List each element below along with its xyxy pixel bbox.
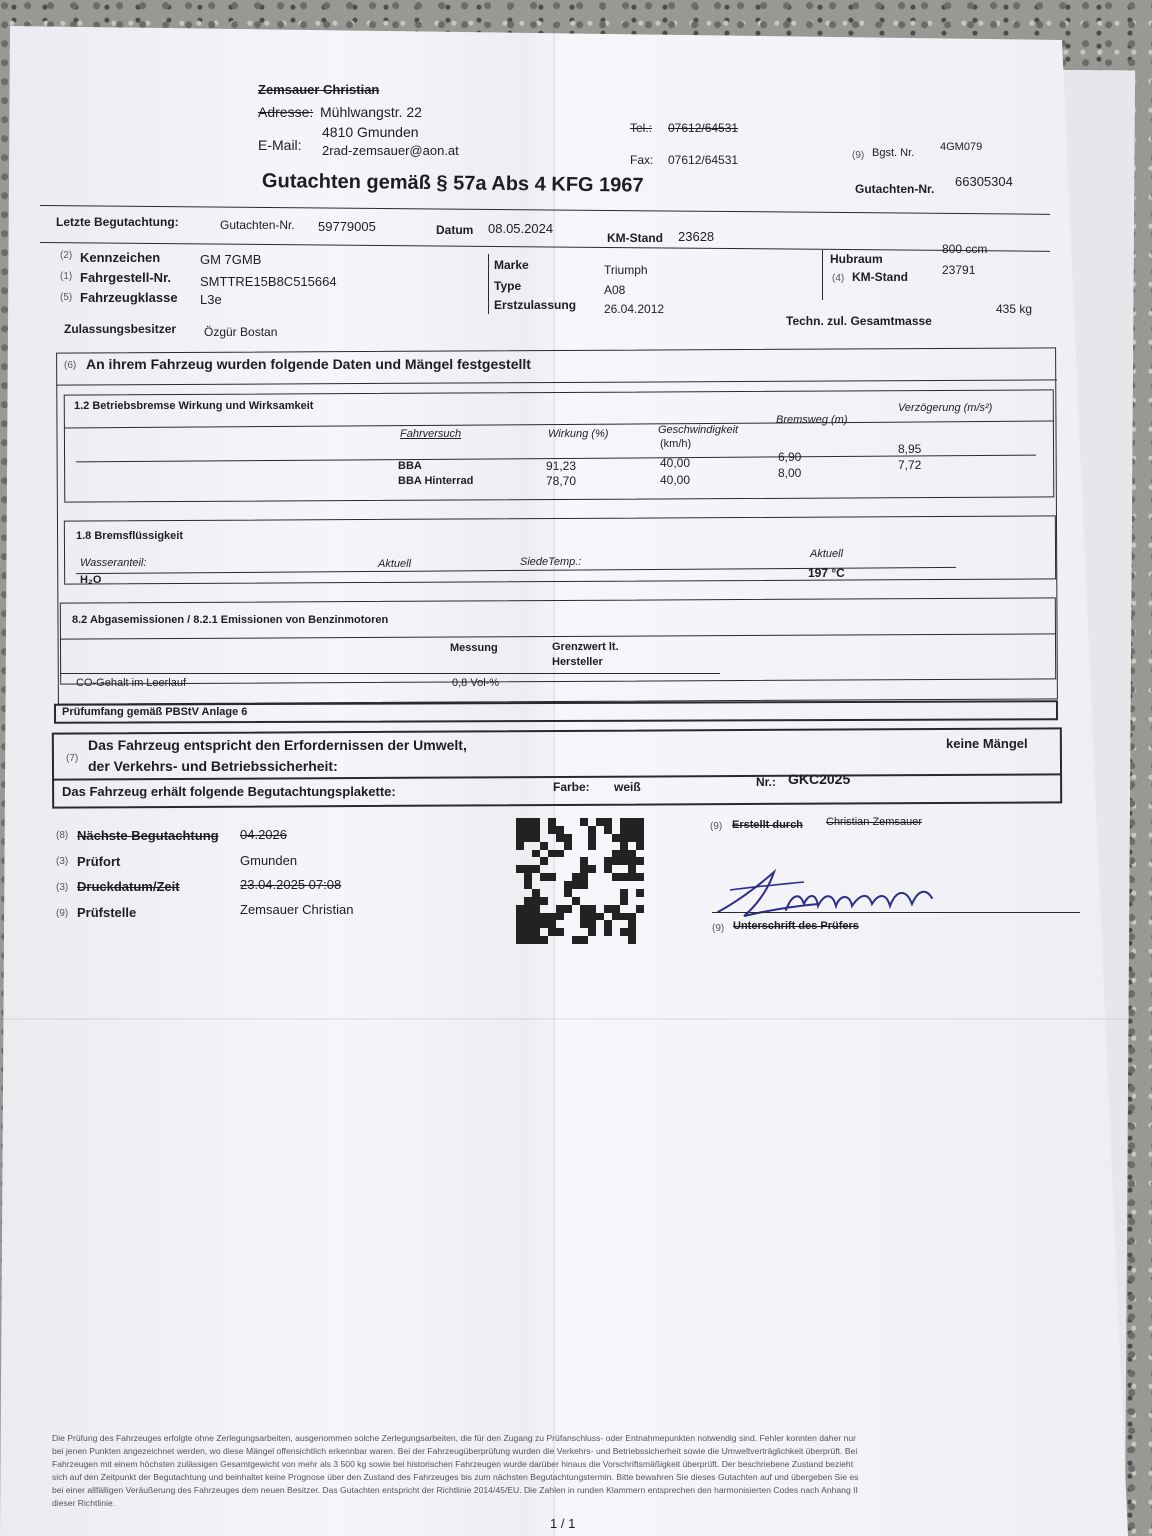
klasse-value: L3e (200, 292, 222, 307)
km-value: 23791 (942, 263, 976, 277)
brake-row-2-verz: 7,72 (898, 458, 922, 472)
last-datum-value: 08.05.2024 (488, 221, 554, 236)
pruefumfang-text: Prüfumfang gemäß PBStV Anlage 6 (62, 706, 248, 718)
hubraum-value: 800 ccm (942, 242, 988, 256)
col-verzoegerung: Verzögerung (m/s²) (898, 402, 993, 414)
col-messung: Messung (450, 642, 498, 654)
stelle-label: Prüfstelle (77, 905, 137, 920)
bgst-label: Bgst. Nr. (872, 147, 915, 159)
plakette-nr-label: Nr.: (756, 775, 777, 789)
fluid-section (64, 515, 1056, 584)
fgnr-code: (1) (60, 271, 73, 282)
gutachten-nr-label: Gutachten-Nr. (855, 182, 935, 196)
last-gutachten-value: 59779005 (318, 219, 376, 234)
erstzulassung-label: Erstzulassung (494, 298, 577, 312)
plakette-text: Das Fahrzeug erhält folgende Begutachtungsplakette: (62, 784, 396, 799)
email-label: E-Mail: (258, 137, 302, 153)
bgst-value: 4GM079 (940, 141, 983, 153)
rule-vehicle-divider-1 (488, 254, 489, 314)
emissions-row-label: CO-Gehalt im Leerlauf (76, 677, 187, 689)
last-km-label: KM-Stand (607, 231, 663, 245)
druck-code: (3) (56, 882, 69, 893)
col-aktuell-1: Aktuell (378, 558, 412, 570)
result-verdict: keine Mängel (946, 736, 1028, 751)
issuer-name: Zemsauer Christian (258, 82, 380, 97)
qr-code (516, 818, 644, 944)
marke-value: Triumph (604, 263, 648, 277)
next-code: (8) (56, 830, 69, 841)
druck-value: 23.04.2025 07:08 (240, 877, 342, 892)
address-label: Adresse: (258, 104, 314, 120)
type-value: A08 (604, 283, 626, 297)
erstellt-value: Christian Zemsauer (826, 816, 922, 828)
farbe-value: weiß (614, 780, 641, 794)
fgnr-label: Fahrgestell-Nr. (80, 270, 172, 285)
brake-row-2-geschw: 40,00 (660, 473, 691, 487)
plakette-nr-value: GKC2025 (788, 771, 851, 787)
brake-row-1-name: BBA (398, 460, 422, 472)
result-line-2: der Verkehrs- und Betriebssicherheit: (88, 758, 338, 774)
rule-vehicle-top (40, 242, 1050, 252)
signature (700, 860, 960, 924)
brake-row-2-name: BBA Hinterrad (398, 475, 474, 487)
address-street: Mühlwangstr. 22 (320, 104, 422, 120)
document-title: Gutachten gemäß § 57a Abs 4 KFG 1967 (261, 170, 644, 197)
gutachten-nr-value: 66305304 (955, 174, 1013, 189)
masse-value: 435 kg (996, 302, 1033, 316)
besitzer-value: Özgür Bostan (204, 325, 278, 339)
farbe-label: Farbe: (553, 780, 590, 794)
km-code: (4) (832, 273, 845, 284)
fax-label: Fax: (630, 153, 654, 167)
brake-row-1-wirkung: 91,23 (546, 459, 577, 473)
fax-value: 07612/64531 (668, 153, 739, 167)
km-label: KM-Stand (852, 270, 908, 284)
masse-label: Techn. zul. Gesamtmasse (786, 314, 932, 328)
kennzeichen-code: (2) (60, 250, 73, 261)
brake-row-1-bremsweg: 6,90 (778, 450, 802, 464)
fineprint-line: Die Prüfung des Fahrzeuges erfolgte ohne Zerlegungsarbeiten, ausgenommen solche Zerlegungsarbeiten, die für den Zugang zu Prüfanschluss- oder Entnahmepunkten notwendig sind. Fehler konnten daher nur (52, 1433, 857, 1443)
klasse-label: Fahrzeugklasse (80, 290, 178, 305)
col-bremsweg: Bremsweg (m) (776, 414, 848, 426)
fgnr-value: SMTTRE15B8C515664 (200, 274, 337, 289)
last-gutachten-label: Gutachten-Nr. (220, 218, 295, 232)
emissions-row-value: 0,8 Vol-% (452, 677, 500, 689)
ort-label: Prüfort (77, 854, 121, 869)
brake-row-1-verz: 8,95 (898, 442, 922, 456)
col-geschwindigkeit-unit: (km/h) (660, 438, 692, 450)
ort-code: (3) (56, 856, 69, 867)
col-wasseranteil: Wasseranteil: (80, 557, 147, 569)
emissions-title: 8.2 Abgasemissionen / 8.2.1 Emissionen von Benzinmotoren (72, 614, 389, 626)
tel-label: Tel.: (630, 121, 653, 135)
erstellt-code: (9) (710, 821, 723, 832)
findings-code: (6) (64, 360, 77, 371)
col-siedetemp: SiedeTemp.: (520, 556, 582, 568)
kennzeichen-label: Kennzeichen (80, 250, 161, 265)
fineprint-line: Fahrzeugen mit einem höchsten zulässigen Gesamtgewicht von mehr als 3 500 kg sowie bei historischen Fahrzeugen wurde darüber hinaus die Vorschriftsmäßigkeit überprüft. Der beschriebene Zustand bezieht (52, 1459, 854, 1469)
klasse-code: (5) (60, 292, 73, 303)
col-grenzwert-1: Grenzwert lt. (552, 641, 619, 653)
druck-label: Druckdatum/Zeit (77, 879, 180, 894)
email-value: 2rad-zemsauer@aon.at (322, 143, 459, 158)
result-code: (7) (66, 753, 79, 764)
marke-label: Marke (494, 258, 529, 272)
next-label: Nächste Begutachtung (77, 828, 219, 843)
erstellt-label: Erstellt durch (732, 819, 803, 831)
ort-value: Gmunden (240, 853, 298, 868)
brake-row-2-wirkung: 78,70 (546, 474, 577, 488)
stelle-value: Zemsauer Christian (240, 902, 354, 917)
col-geschwindigkeit: Geschwindigkeit (658, 424, 739, 436)
last-datum-label: Datum (436, 223, 474, 237)
sign-code: (9) (712, 923, 725, 934)
fineprint-line: bei jenen Punkten angezeichnet werden, wo diese Mängel offensichtlich erkennbar waren. Bei der Fahrzeugüberprüfung wurden die Verkehrs- und Betriebssicherheit sowie die Umweltverträglichkeit überprüft. Bei (52, 1446, 858, 1456)
next-value: 04.2026 (240, 827, 287, 842)
kennzeichen-value: GM 7GMB (200, 252, 262, 267)
rule-vehicle-divider-2 (822, 250, 823, 300)
tel-value: 07612/64531 (668, 121, 739, 135)
erstzulassung-value: 26.04.2012 (604, 302, 665, 316)
sign-label: Unterschrift des Prüfers (733, 920, 859, 932)
last-inspection-label: Letzte Begutachtung: (56, 215, 179, 229)
signature-line (712, 912, 1080, 913)
result-line-1: Das Fahrzeug entspricht den Erfordernissen der Umwelt, (88, 737, 467, 753)
fluid-h2o: H₂O (80, 574, 102, 586)
bgst-code: (9) (852, 150, 865, 161)
fineprint-line: dieser Richtlinie. (52, 1498, 116, 1508)
stelle-code: (9) (56, 908, 69, 919)
rule-emissions-header (60, 673, 720, 674)
brake-row-1-geschw: 40,00 (660, 456, 691, 470)
col-grenzwert-2: Hersteller (552, 656, 603, 668)
brake-title: 1.2 Betriebsbremse Wirkung und Wirksamkeit (74, 400, 314, 412)
fluid-value: 197 °C (808, 566, 845, 580)
rule-top (40, 205, 1050, 215)
col-fahrversuch: Fahrversuch (400, 428, 462, 440)
col-aktuell-2: Aktuell (810, 548, 844, 560)
fineprint-line: bei einer allfälligen Veräußerung des Fahrzeuges dem neuen Besitzer. Das Gutachten entspricht der Richtlinie 2014/45/EU. Die Zahlen in runden Klammern entsprechen den harmonisierten Codes nach Anhang II (52, 1485, 858, 1495)
address-city: 4810 Gmunden (322, 124, 419, 140)
findings-heading: An ihrem Fahrzeug wurden folgende Daten und Mängel festgestellt (86, 356, 531, 372)
col-wirkung: Wirkung (%) (548, 428, 609, 440)
last-km-value: 23628 (678, 229, 715, 244)
hubraum-label: Hubraum (830, 252, 883, 266)
fineprint (52, 1432, 1092, 1510)
type-label: Type (494, 279, 522, 293)
fineprint-line: sich auf den Zeitpunkt der Begutachtung und beinhaltet keine Prognose über den Zustand des Fahrzeuges bis zum nächsten Begutachtungstermin. Bitte bewahren Sie dieses Gutachten auf und übergeben Sie es (52, 1472, 859, 1482)
fluid-title: 1.8 Bremsflüssigkeit (76, 530, 183, 542)
page-number: 1 / 1 (550, 1516, 576, 1531)
besitzer-label: Zulassungsbesitzer (64, 322, 177, 336)
brake-row-2-bremsweg: 8,00 (778, 466, 802, 480)
